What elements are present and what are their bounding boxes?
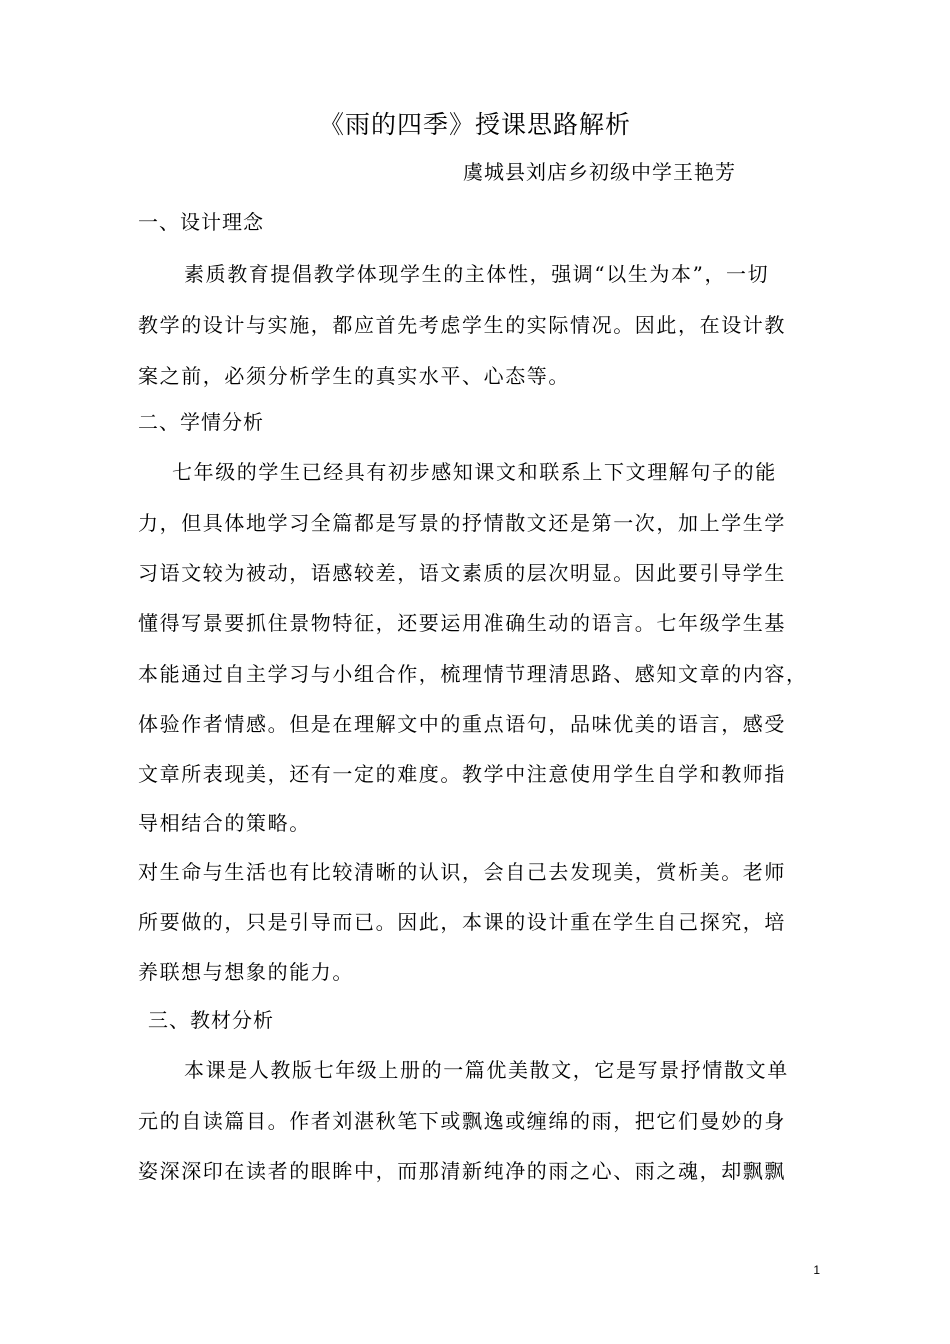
paragraph-line: 养联想与想象的能力。 xyxy=(138,960,354,984)
paragraph-line: 姿深深印在读者的眼眸中，而那清新纯净的雨之心、雨之魂，却飘飘 xyxy=(138,1159,786,1183)
author-line: 虞城县刘店乡初级中学王艳芳 xyxy=(463,160,736,184)
paragraph-line: 文章所表现美，还有一定的难度。教学中注意使用学生自学和教师指 xyxy=(138,762,786,786)
paragraph-line: 本课是人教版七年级上册的一篇优美散文，它是写景抒情散文单 xyxy=(184,1058,789,1082)
paragraph-line: 案之前，必须分析学生的真实水平、心态等。 xyxy=(138,364,570,388)
paragraph-line: 元的自读篇目。作者刘湛秋笔下或飘逸或缠绵的雨，把它们曼妙的身 xyxy=(138,1109,786,1133)
paragraph-line: 教学的设计与实施，都应首先考虑学生的实际情况。因此，在设计教 xyxy=(138,313,786,337)
paragraph-line: 素质教育提倡教学体现学生的主体性，强调“以生为本”，一切 xyxy=(184,262,770,286)
document-title: 《雨的四季》授课思路解析 xyxy=(318,110,631,139)
paragraph-line: 导相结合的策略。 xyxy=(138,811,311,835)
paragraph-line: 七年级的学生已经具有初步感知课文和联系上下文理解句子的能 xyxy=(172,460,777,484)
paragraph-line: 体验作者情感。但是在理解文中的重点语句，品味优美的语言，感受 xyxy=(138,712,786,736)
paragraph-line: 所要做的，只是引导而已。因此，本课的设计重在学生自己探究，培 xyxy=(138,910,786,934)
paragraph-line: 力，但具体地学习全篇都是写景的抒情散文还是第一次，加上学生学 xyxy=(138,511,786,535)
section-heading-design-concept: 一、设计理念 xyxy=(138,210,264,234)
section-heading-learning-analysis: 二、学情分析 xyxy=(138,410,264,434)
page-number: 1 xyxy=(813,1263,820,1277)
paragraph-line: 习语文较为被动，语感较差，语文素质的层次明显。因此要引导学生 xyxy=(138,561,786,585)
paragraph-line: 本能通过自主学习与小组合作，梳理情节理清思路、感知文章的内容， xyxy=(138,662,808,686)
section-heading-textbook-analysis: 三、教材分析 xyxy=(148,1008,274,1032)
paragraph-line: 懂得写景要抓住景物特征，还要运用准确生动的语言。七年级学生基 xyxy=(138,611,786,635)
paragraph-line: 对生命与生活也有比较清晰的认识，会自己去发现美，赏析美。老师 xyxy=(138,860,786,884)
